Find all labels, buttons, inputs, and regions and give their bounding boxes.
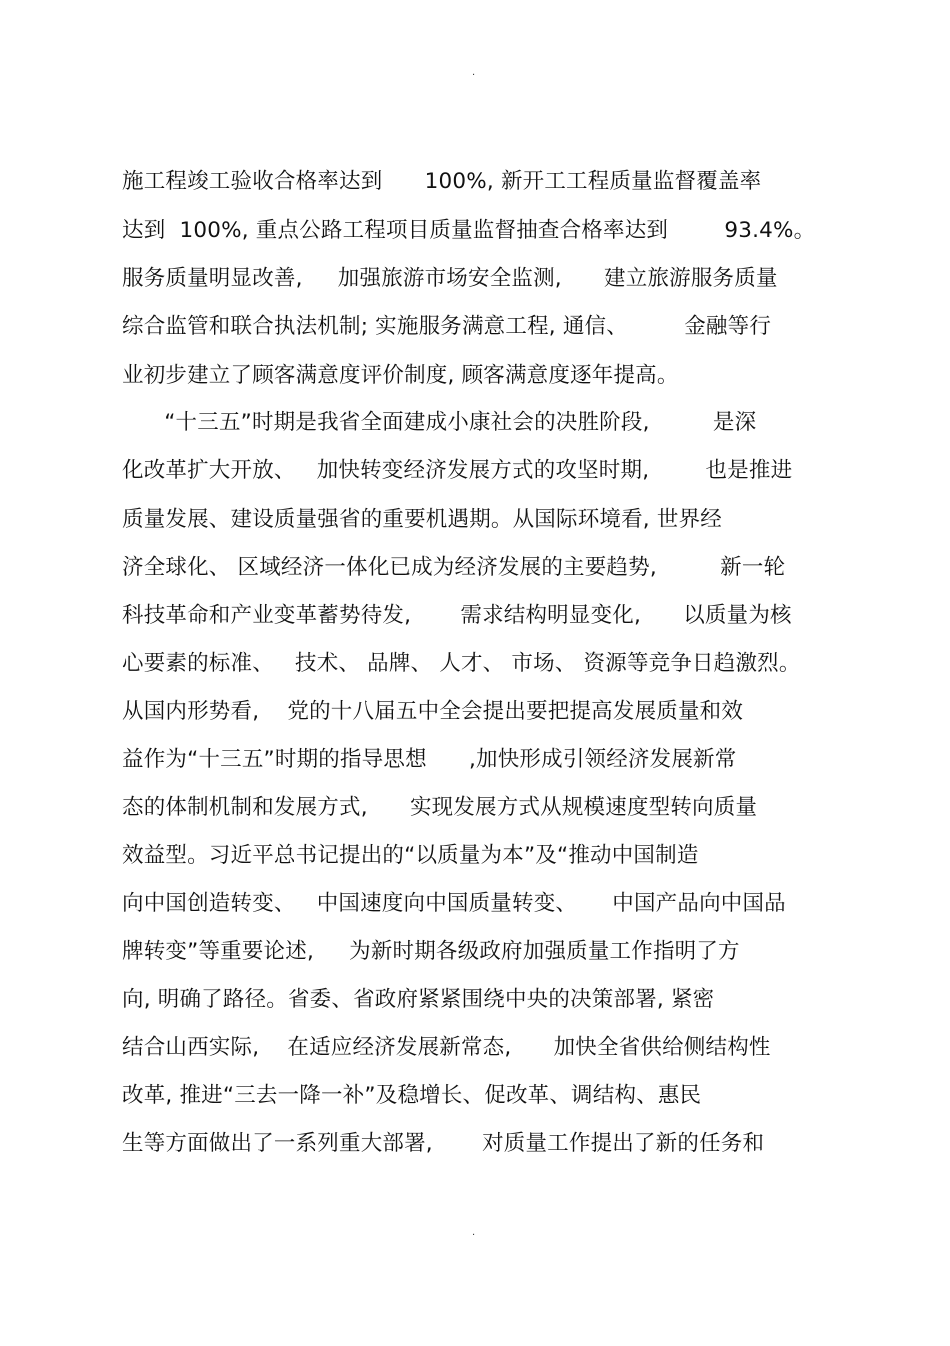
text-line: 业初步建立了顾客满意度评价制度, 顾客满意度逐年提高。: [122, 363, 679, 388]
text-line: 服务质量明显改善, 加强旅游市场安全监测, 建立旅游服务质量: [122, 266, 778, 291]
text-line: 向, 明确了路径。省委、省政府紧紧围绕中央的决策部署, 紧密: [122, 987, 715, 1012]
text-line: 科技革命和产业变革蓄势待发, 需求结构明显变化, 以质量为核: [122, 603, 792, 628]
text-line: 化改革扩大开放、 加快转变经济发展方式的攻坚时期, 也是推进: [122, 458, 793, 483]
text-line: 施工程竣工验收合格率达到 100%, 新开工工程质量监督覆盖率: [122, 169, 762, 194]
text-line: 济全球化、 区域经济一体化已成为经济发展的主要趋势, 新一轮: [122, 555, 786, 580]
text-line: 效益型。习近平总书记提出的“以质量为本”及“推动中国制造: [122, 843, 699, 868]
text-line: 心要素的标准、 技术、 品牌、 人才、 市场、 资源等竞争日趋激烈。: [122, 651, 801, 676]
text-line: 结合山西实际, 在适应经济发展新常态, 加快全省供给侧结构性: [122, 1035, 771, 1060]
text-line: 益作为“十三五”时期的指导思想 ,加快形成引领经济发展新常: [122, 747, 737, 772]
text-line: 态的体制机制和发展方式, 实现发展方式从规模速度型转向质量: [122, 795, 758, 820]
text-line: 达到 100%, 重点公路工程项目质量监督抽查合格率达到 93.4%。: [122, 218, 816, 243]
page-top-mark: .: [472, 67, 476, 78]
text-line: 牌转变”等重要论述, 为新时期各级政府加强质量工作指明了方: [122, 939, 740, 964]
text-line: 质量发展、建设质量强省的重要机遇期。从国际环境看, 世界经: [122, 507, 722, 532]
text-line: 从国内形势看, 党的十八届五中全会提出要把提高发展质量和效: [122, 699, 744, 724]
text-line: 向中国创造转变、 中国速度向中国质量转变、 中国产品向中国品: [122, 891, 786, 916]
text-line: 改革, 推进“三去一降一补”及稳增长、促改革、调结构、惠民: [122, 1083, 702, 1108]
text-line: 生等方面做出了一系列重大部署, 对质量工作提出了新的任务和: [122, 1131, 765, 1156]
text-line: 综合监管和联合执法机制; 实施服务满意工程, 通信、 金融等行: [122, 314, 772, 339]
page-bottom-mark: .: [472, 1227, 476, 1238]
text-line: “十三五”时期是我省全面建成小康社会的决胜阶段, 是深: [122, 410, 757, 435]
